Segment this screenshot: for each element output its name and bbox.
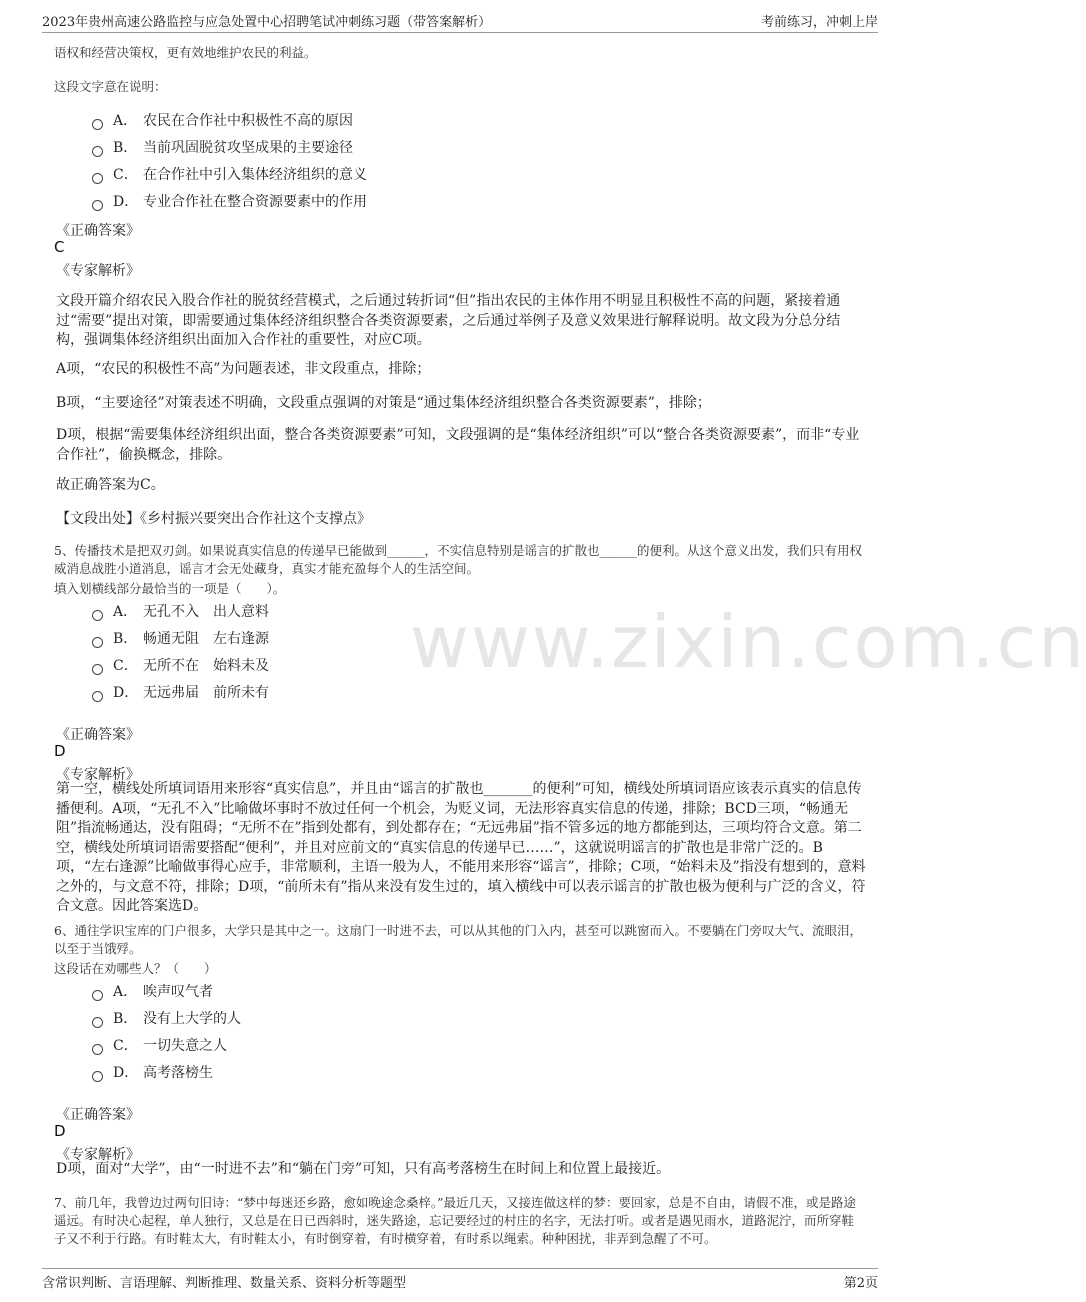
radio-icon[interactable] [92, 119, 103, 130]
q4-analysis-b: B项，“主要途径”对策表述不明确，文段重点强调的对策是“通过集体经济组织整合各类资源要素”，排除； [56, 395, 711, 411]
header-slogan: 考前练习，冲刺上岸 [760, 14, 878, 30]
q4-stem-continuation: 语权和经营决策权，更有效地维护农民的利益。 [54, 45, 317, 60]
q6-option-d[interactable]: D． 高考落榜生 [92, 1062, 213, 1082]
header-title: 2023年贵州高速公路监控与应急处置中心招聘笔试冲刺练习题（带答案解析） [42, 14, 492, 30]
q4-analysis-a: A项，“农民的积极性不高”为问题表述，非文段重点，排除； [56, 361, 431, 377]
radio-icon[interactable] [92, 146, 103, 157]
radio-icon[interactable] [92, 1044, 103, 1055]
page-number: 第2页 [843, 1275, 878, 1291]
q4-option-b[interactable]: B． 当前巩固脱贫攻坚成果的主要途径 [92, 137, 353, 157]
q4-option-c[interactable]: C． 在合作社中引入集体经济组织的意义 [92, 164, 367, 184]
q6-answer: D [54, 1122, 66, 1140]
q6-stem: 6、通往学识宝库的门户很多，大学只是其中之一。这扇门一时进不去，可以从其他的门入内，甚至可以跳窗而入。不要躺在门旁叹大气、流眼泪，以至于当饿殍。 [54, 923, 862, 956]
q7-stem: 7、前几年，我曾边过两句旧诗：“梦中每迷还乡路，愈如晚途念桑梓。”最近几天，又接连做这样的梦：要回家，总是不自由，请假不准，或是路途遥远。有时决心起程，单人独行，又总是在日已西斜时，迷失路途，忘记要经过的村庄的名字，无法打听。或者是遇见雨水，道路泥泞，而所穿鞋子又不利于行路。有时鞋太大，有时鞋太小，有时倒穿着，有时横穿着，有时系以绳索。种种困扰，非弄到急醒了不可。 [54, 1195, 856, 1246]
radio-icon[interactable] [92, 200, 103, 211]
q4-answer-tag: 《正确答案》 [56, 223, 140, 239]
q6-prompt: 这段话在劝哪些人？（ ） [54, 961, 217, 976]
radio-icon[interactable] [92, 1071, 103, 1082]
q5-analysis-tag: 《专家解析》 [56, 767, 140, 783]
q4-analysis-d: D项，根据“需要集体经济组织出面，整合各类资源要素”可知，文段强调的是“集体经济组织”可以“整合各类资源要素”，而非“专业合作社”，偷换概念，排除。 [56, 427, 860, 463]
q5-answer-tag: 《正确答案》 [56, 727, 140, 743]
q6-option-b[interactable]: B． 没有上大学的人 [92, 1008, 241, 1028]
q5-analysis: 第一空，横线处所填词语用来形容“真实信息”，并且由“谣言的扩散也_______的便利”可知，横线处所填词语应该表示真实的信息传播便利。A项，“无孔不入”比喻做坏事时不放过任何一个机会，为贬义词，无法形容真实信息的传递，排除；BCD三项，“畅通无阻”指流畅通达，没有阻碍；“无所不在”指到处都有，到处都存在；“无远弗届”指不管多远的地方都能到达，三项均符合文意。第二空，横线处所填词语需要搭配“便利”，并且对应前文的“真实信息的传递早已……”，这就说明谣言的扩散也是非常广泛的。B项，“左右逢源”比喻做事得心应手，非常顺利，主语一般为人，不能用来形容“谣言”，排除；C项，“始料未及”指没有想到的，意料之外的，与文意不符，排除；D项，“前所未有”指从来没有发生过的，填入横线中可以表示谣言的扩散也极为便利与广泛的含义，符合文意。因此答案选D。 [56, 781, 866, 914]
footer-topics: 含常识判断、言语理解、判断推理、数量关系、资料分析等题型 [42, 1275, 407, 1291]
q4-analysis-summary: 文段开篇介绍农民入股合作社的脱贫经营模式，之后通过转折词“但”指出农民的主体作用不明显且积极性不高的问题，紧接着通过“需要”提出对策，即需要通过集体经济组织整合各类资源要素，之后通过举例子及意义效果进行解释说明。故文段为分总分结构，强调集体经济组织出面加入合作社的重要性，对应C项。 [56, 293, 841, 348]
radio-icon[interactable] [92, 990, 103, 1001]
q4-prompt: 这段文字意在说明： [54, 79, 167, 94]
q6-analysis-tag: 《专家解析》 [56, 1147, 140, 1163]
q4-answer: C [54, 238, 65, 256]
q5-stem: 5、传播技术是把双刃剑。如果说真实信息的传递早已能做到______，不实信息特别是谣言的扩散也______的便利。从这个意义出发，我们只有用权威消息战胜小道消息，谣言才会无处藏身，真实才能充盈每个人的生活空间。 [54, 543, 862, 576]
q6-answer-tag: 《正确答案》 [56, 1107, 140, 1123]
radio-icon[interactable] [92, 664, 103, 675]
radio-icon[interactable] [92, 1017, 103, 1028]
q4-conclusion: 故正确答案为C。 [56, 477, 165, 493]
q4-option-a[interactable]: A． 农民在合作社中积极性不高的原因 [92, 110, 353, 130]
q5-answer: D [54, 742, 66, 760]
radio-icon[interactable] [92, 610, 103, 621]
q5-option-d[interactable]: D． 无远弗届 前所未有 [92, 682, 269, 702]
q4-source: 【文段出处】《乡村振兴要突出合作社这个支撑点》 [56, 511, 371, 527]
radio-icon[interactable] [92, 173, 103, 184]
q5-option-c[interactable]: C． 无所不在 始料未及 [92, 655, 269, 675]
page-header [42, 8, 878, 33]
q5-prompt: 填入划横线部分最恰当的一项是（ ）。 [54, 581, 286, 596]
q6-option-c[interactable]: C． 一切失意之人 [92, 1035, 227, 1055]
q5-option-b[interactable]: B． 畅通无阻 左右逢源 [92, 628, 269, 648]
radio-icon[interactable] [92, 637, 103, 648]
q4-analysis-tag: 《专家解析》 [56, 263, 140, 279]
q5-option-a[interactable]: A． 无孔不入 出人意料 [92, 601, 269, 621]
page-footer [42, 1268, 878, 1293]
q6-analysis: D项，面对“大学”，由“一时进不去”和“躺在门旁”可知，只有高考落榜生在时间上和位置上最接近。 [56, 1161, 671, 1177]
radio-icon[interactable] [92, 691, 103, 702]
q6-option-a[interactable]: A． 唉声叹气者 [92, 981, 213, 1001]
watermark: www.zixin.com.cn [410, 600, 1086, 684]
q4-option-d[interactable]: D． 专业合作社在整合资源要素中的作用 [92, 191, 367, 211]
